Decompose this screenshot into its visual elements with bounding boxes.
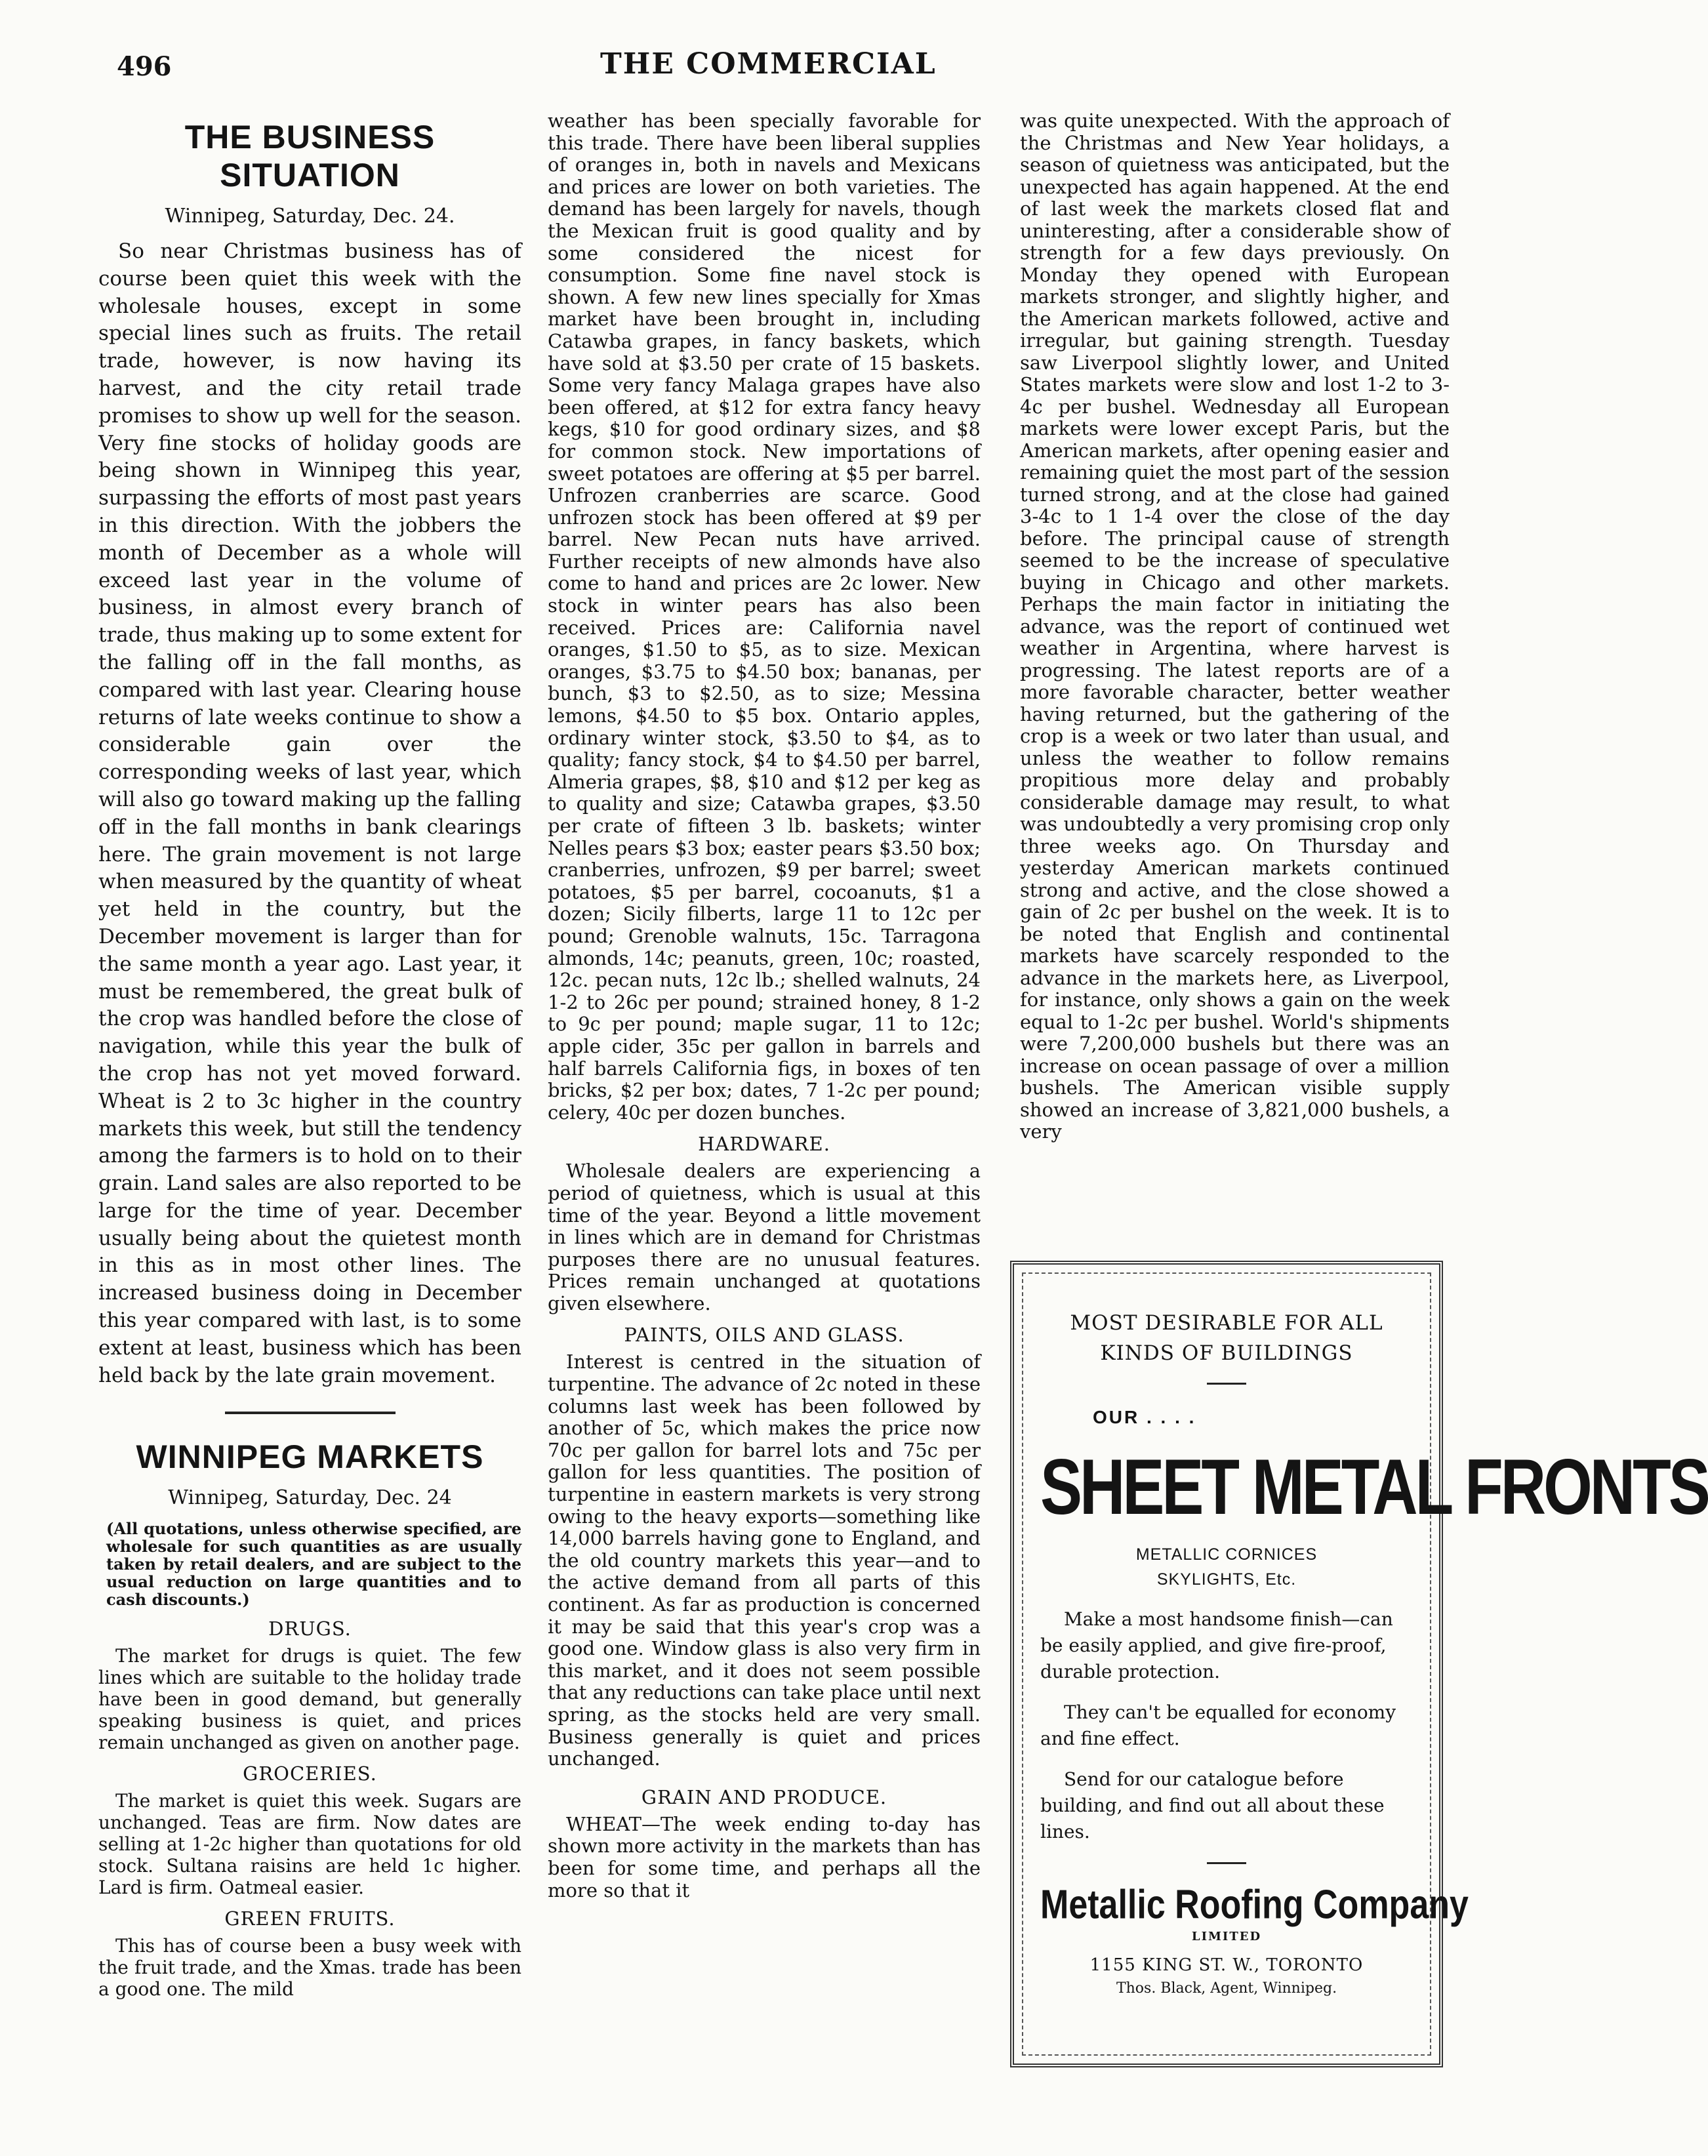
column-2: [548, 110, 981, 1902]
business-article-body: So near Christmas business has of course been quiet this week with the wholesale houses, except in some special lines such as fruits. The retail trade, however, is now having its harvest, and the city retail trade promises to show up well for the season. Very fine stocks of holiday goods are being shown in Winnipeg this year, surpassing the efforts of most past years in this direction. With the jobbers the month of December as a whole will exceed last year in the volume of business, in almost every branch of trade, thus making up to some extent for the falling off in the fall months, as compared with last year. Clearing house returns of late weeks continue to show a considerable gain over the corresponding weeks of last year, which will also go toward making up the falling off in the fall months in bank clearings here. The grain movement is not large when measured by the quantity of wheat yet held in the country, but the December movement is larger than for the same month a year ago. Last year, it must be remembered, the great bulk of the crop was handled before the close of navigation, while this year the bulk of the crop has not yet moved forward. Wheat is 2 to 3c higher in the country markets this week, but still the tendency among the farmers is to hold on to their grain. Land sales are also reported to be large for the time of year. December usually being about the quietest month in this as in most other lines. The increased business doing in December this year compared with last, is to some extent at least, business which has been held back by the late grain movement.: [98, 239, 521, 1387]
ad-our: OUR . . . .: [1093, 1407, 1196, 1427]
winnipeg-markets-headline: WINNIPEG MARKETS: [136, 1438, 484, 1476]
ad-divider-2: [1207, 1862, 1246, 1864]
ad-cornices: METALLIC CORNICES: [1135, 1545, 1318, 1564]
ad-agent: Thos. Black, Agent, Winnipeg.: [1116, 1980, 1337, 1997]
drugs-text: The market for drugs is quiet. The few lines which are suitable to the holiday trade have been in good demand, but generally speaking business is quiet, and prices remain unchanged as given on another page.: [98, 1645, 521, 1754]
green-fruits-text: This has of course been a busy week with the fruit trade, and the Xmas. trade has been a good one. The mild: [98, 1935, 521, 2001]
grain-heading: GRAIN AND PRODUCE.: [641, 1785, 887, 1808]
paints-heading: PAINTS, OILS AND GLASS.: [624, 1324, 905, 1347]
ad-company-name: Metallic Roofing Company: [1040, 1882, 1469, 1928]
paints-text: Interest is centred in the situation of turpentine. The advance of 2c noted in these columns last week has been followed by another of 5c, which makes the price now 70c per gallon for barrel lots and 75c per gallon for less quantities. The position of turpentine in eastern markets is very strong owing to the heavy exports—something like 14,000 barrels having gone to England, and the old country markets this year—and to the active demand from all parts of this continent. As far as production is concerned it may be said that this year's crop was a good one. Window glass is also very firm in this market, and it does not seem possible that any reductions can take place until next spring, as the stocks held are very small. Business generally is quiet and prices unchanged.: [548, 1351, 981, 1770]
ad-paragraph-1: Make a most handsome finish—can be easily applied, and give fire-proof, durable protection.: [1040, 1608, 1393, 1682]
quotations-note: (All quotations, unless otherwise specified, are wholesale for such quantities as are usually taken by retail dealers, and are subject to the usual reduction on large quantities and to cash discounts.): [106, 1519, 521, 1610]
business-dateline: Winnipeg, Saturday, Dec. 24.: [165, 205, 455, 228]
drugs-heading: DRUGS.: [268, 1617, 352, 1640]
ad-product-title: SHEET METAL FRONTS: [1040, 1443, 1708, 1532]
ad-limited: LIMITED: [1191, 1930, 1262, 1943]
ad-paragraph-2: They can't be equalled for economy and fine effect.: [1040, 1701, 1396, 1749]
publication-title: THE COMMERCIAL: [600, 47, 937, 81]
ad-heading: MOST DESIRABLE FOR ALL KINDS OF BUILDINGS: [1070, 1311, 1383, 1365]
hardware-heading: HARDWARE.: [698, 1133, 830, 1156]
page-number: 496: [117, 51, 172, 82]
grain-continued: was quite unexpected. With the approach of the Christmas and New Year holidays, a season of quietness was anticipated, but the unexpected has again happened. At the end of last week the markets closed flat and uninteresting, after a considerable show of strength for a few days previously. On Monday they opened with European markets stronger, and slightly higher, and the American markets followed, active and irregular, but gaining strength. Tuesday saw Liverpool slightly lower, and United States markets were slow and lost 1-2 to 3-4c per bushel. Wednesday all European markets were lower except Paris, but the American markets, after opening easier and remaining quiet the most part of the session turned strong, and at the close had gained 3-4c to 1 1-4 over the close of the day before. The principal cause of strength seemed to be the increase of speculative buying in Chicago and other markets. Perhaps the main factor in initiating the advance, was the report of continued wet weather in Argentina, where harvest is progressing. The latest reports are of a more favorable character, better weather having returned, but the gathering of the crop is a week or two later than usual, and unless the weather to follow remains propitious more delay and probably considerable damage may result, to what was undoubtedly a very promising crop only three weeks ago. On Thursday and yesterday American markets continued strong and active, and the close showed a gain of 2c per bushel on the week. It is to be noted that English and continental markets have scarcely responded to the advance in the markets here, as Liverpool, for instance, only shows a gain on the week equal to 1-2c per bushel. World's shipments were 7,200,000 bushels but there was an increase on ocean passage of over a million bushels. The American visible supply showed an increase of 3,821,000 bushels, a very: [1020, 110, 1450, 1143]
hardware-text: Wholesale dealers are experiencing a period of quietness, which is usual at this time of the year. Beyond a little movement in lines which are in demand for Christmas purposes there are no unusual features. Prices remain unchanged at quotations given elsewhere.: [548, 1160, 981, 1314]
metallic-roofing-advertisement: [1010, 1261, 1708, 2067]
column-3: [1020, 110, 1450, 1143]
green-fruits-heading: GREEN FRUITS.: [224, 1907, 396, 1930]
business-situation-headline: THE BUSINESS SITUATION: [184, 119, 436, 193]
groceries-heading: GROCERIES.: [243, 1762, 377, 1785]
column-1: [98, 118, 521, 2000]
ad-divider: [1207, 1383, 1246, 1385]
grain-text: WHEAT—The week ending to-day has shown more activity in the markets than has been for some time, and perhaps all the more so that it: [548, 1812, 981, 1902]
markets-dateline: Winnipeg, Saturday, Dec. 24: [168, 1486, 452, 1510]
ad-paragraph-3: Send for our catalogue before building, and find out all about these lines.: [1040, 1768, 1385, 1842]
groceries-text: The market is quiet this week. Sugars are unchanged. Teas are firm. Now dates are selling at 1-2c higher than quotations for old stock. Sultana raisins are held 1c higher. Lard is firm. Oatmeal easier.: [98, 1790, 521, 1899]
divider-rule: [225, 1412, 396, 1414]
ad-address: 1155 KING ST. W., TORONTO: [1089, 1955, 1364, 1975]
green-fruits-continued: weather has been specially favorable for this trade. There have been liberal supplies of oranges in, both in navels and Mexicans and prices are lower on both varieties. The demand has been largely for navels, though the Mexican fruit is good quality and by some considered the nicest for consumption. Some fine navel stock is shown. A few new lines specially for Xmas market have been brought in, including Catawba grapes, in fancy baskets, which have sold at $3.50 per crate of 15 baskets. Some very fancy Malaga grapes have also been offered, at $12 for extra fancy heavy kegs, $10 for good ordinary sizes, and $8 for common stock. New importations of sweet potatoes are offering at $5 per barrel. Unfrozen cranberries are scarce. Good unfrozen stock has been offered at $9 per barrel. New Pecan nuts have arrived. Further receipts of new almonds have also come to hand and prices are 2c lower. New stock in winter pears has also been received. Prices are: California navel oranges, $1.50 to $5, as to size. Mexican oranges, $3.75 to $4.50 box; bananas, per bunch, $3 to $2.50, as to size; Messina lemons, $4.50 to $5 box. Ontario apples, ordinary winter stock, $3.50 to $4, as to quality; fancy stock, $4 to $4.50 per barrel, Almeria grapes, $8, $10 and $12 per keg as to quality and size; Catawba grapes, $3.50 per crate of fifteen 3 lb. baskets; winter Nelles pears $3 box; easter pears $3.50 box; cranberries, unfrozen, $9 per barrel; sweet potatoes, $5 per barrel, cocoanuts, $1 a dozen; Sicily filberts, large 11 to 12c per pound; Grenoble walnuts, 15c. Tarragona almonds, 14c; peanuts, green, 10c; roasted, 12c. pecan nuts, 12c lb.; shelled walnuts, 24 1-2 to 26c per pound; strained honey, 8 1-2 to 9c per pound; maple sugar, 11 to 12c; apple cider, 35c per gallon in barrels and half barrels California figs, in boxes of ten bricks, $2 per box; dates, 7 1-2c per pound; celery, 40c per dozen bunches.: [548, 110, 981, 1124]
ad-skylights: SKYLIGHTS, Etc.: [1156, 1570, 1297, 1589]
